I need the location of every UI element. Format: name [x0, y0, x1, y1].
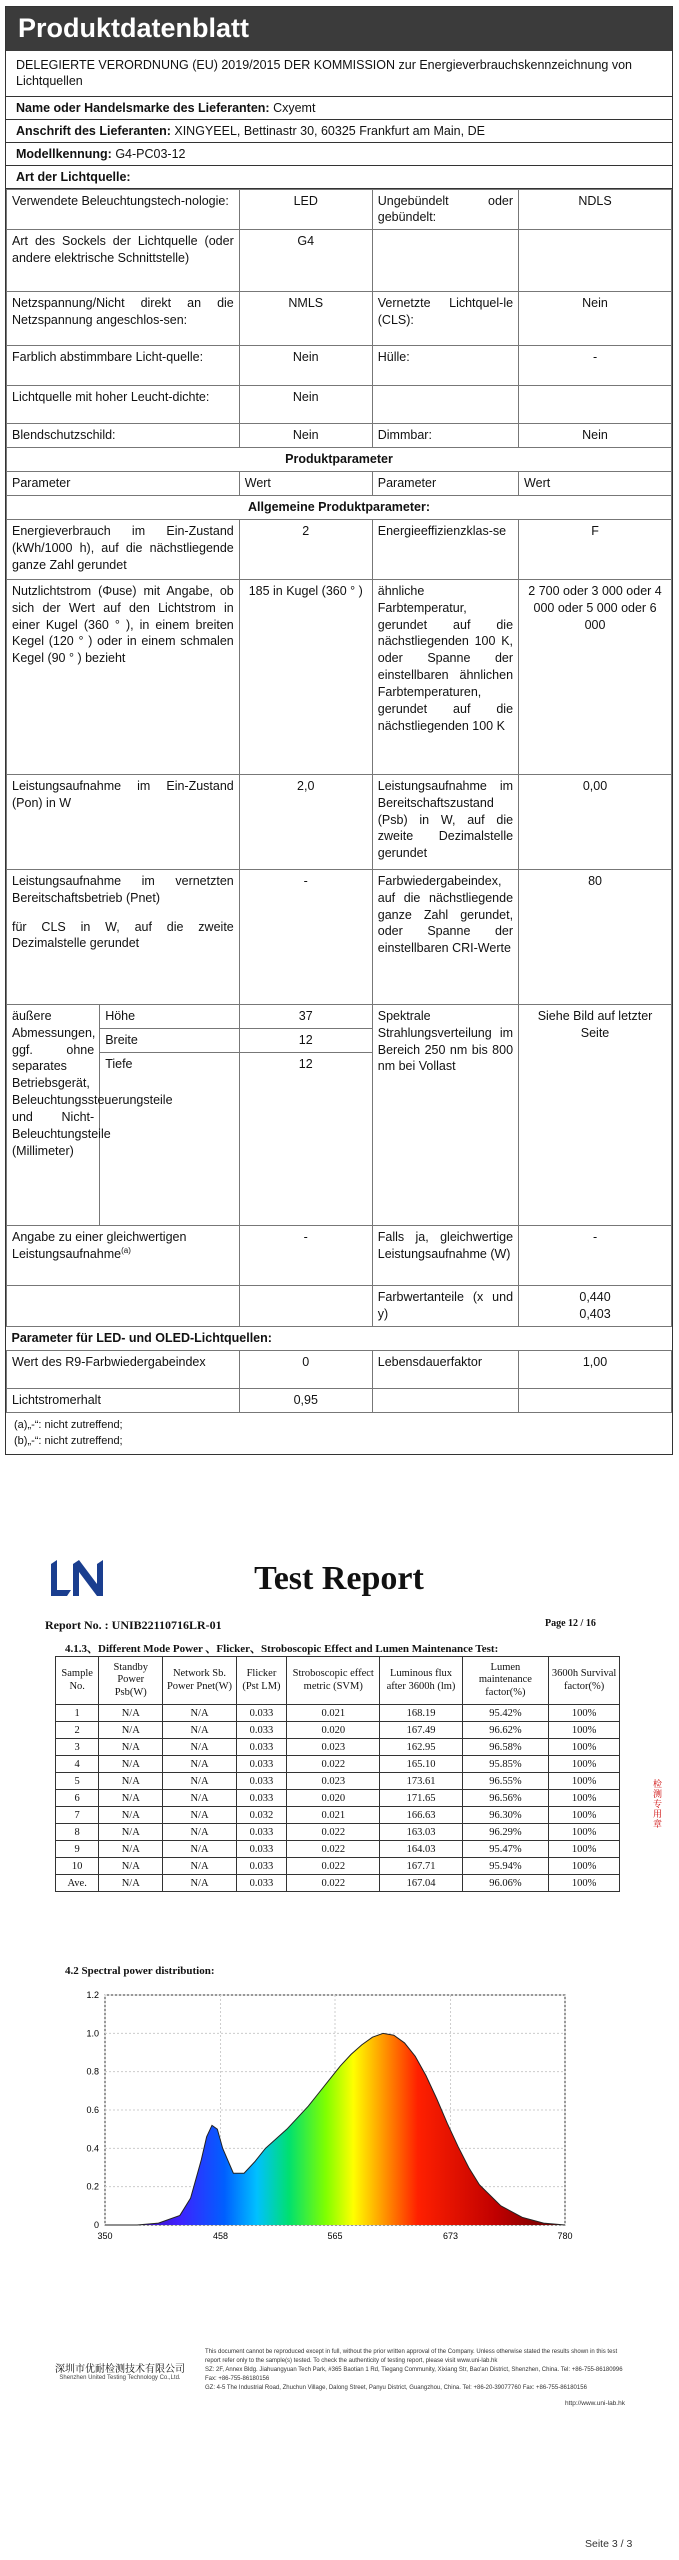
section-row [7, 448, 672, 472]
table-cell: NDLS [519, 189, 672, 230]
table-cell: N/A [163, 1841, 237, 1858]
table-cell: 95.42% [462, 1705, 549, 1722]
flicker-table [55, 1656, 620, 1892]
table-row [7, 292, 672, 346]
table-cell: 95.94% [462, 1858, 549, 1875]
table-cell: 162.95 [380, 1739, 462, 1756]
table-cell: N/A [99, 1773, 163, 1790]
table-cell: N/A [99, 1722, 163, 1739]
table-cell: F [519, 519, 672, 579]
table-cell: Nein [519, 424, 672, 448]
chroma-y: 0,403 [579, 1307, 611, 1322]
table-cell: 9 [56, 1841, 99, 1858]
table-cell: N/A [163, 1756, 237, 1773]
footer-disclaimer: This document cannot be reproduced except in full, without the prior written approval of the Company. Unless otherwise stated the results shown in this test report refer only to the sample(s) tested. To check the authenticity of testing report, please visit www.uni-lab.hk [205, 2349, 618, 2364]
table-cell: 171.65 [380, 1790, 462, 1807]
table-cell: N/A [99, 1705, 163, 1722]
table-row [56, 1807, 620, 1824]
table-cell [7, 1286, 240, 1327]
light-source-type-line [6, 166, 672, 189]
table-cell [7, 869, 240, 1004]
table-cell: 100% [549, 1790, 620, 1807]
table-cell: - [519, 346, 672, 386]
table-cell: 100% [549, 1858, 620, 1875]
table-cell: 0.023 [287, 1739, 380, 1756]
table-cell: 168.19 [380, 1705, 462, 1722]
footer-address-2: GZ: 4-5 The Industrial Road, Zhuchun Village, Dalong Street, Panyu District, Guangzhou, China. Tel: +86-20-39077760 Fax: +86-755-86180156 [205, 2385, 587, 2391]
table-cell: 1,00 [519, 1351, 672, 1389]
table-cell: N/A [99, 1858, 163, 1875]
table-cell: N/A [163, 1773, 237, 1790]
table-cell: Tiefe [100, 1052, 239, 1075]
lab-name [45, 2360, 195, 2381]
footer-address: SZ: 2F, Annex Bldg. Jiahuangyuan Tech Park, #365 Baotian 1 Rd, Tiegang Community, Xixiang Str, Bao'an District, Shenzhen, China. Tel: +86-755-86180996 Fax: +86-755-86180156 [205, 2367, 623, 2382]
table-row [56, 1756, 620, 1773]
table-cell: Lebensdauerfaktor [372, 1351, 518, 1389]
table-cell [372, 1389, 518, 1413]
table-cell: 100% [549, 1841, 620, 1858]
table-cell: Farblich abstimmbare Licht-quelle: [7, 346, 240, 386]
table-cell: Falls ja, gleichwertige Leistungsaufnahme (W) [372, 1226, 518, 1286]
product-datasheet [5, 6, 673, 1455]
table-cell: 96.62% [462, 1722, 549, 1739]
pnet-label-cls: für CLS in W, auf die zweite Dezimalstelle gerundet [12, 919, 234, 951]
table-cell [372, 386, 518, 424]
table-cell [7, 1004, 240, 1226]
table-cell: 2 [239, 519, 372, 579]
footer-url: http://www.uni-lab.hk [565, 2400, 625, 2407]
footnotes [6, 1413, 672, 1454]
table-cell [519, 386, 672, 424]
table-cell: 0.020 [287, 1790, 380, 1807]
y-tick-label: 0.6 [86, 2105, 99, 2115]
table-cell: Farbwertanteile (x und y) [372, 1286, 518, 1327]
table-cell: 0.033 [236, 1858, 286, 1875]
table-cell: 96.58% [462, 1739, 549, 1756]
table-cell: 96.06% [462, 1875, 549, 1892]
table-cell: Nein [239, 386, 372, 424]
table-cell: Farbwiedergabeindex, auf die nächstliegende ganze Zahl gerundet, oder Spanne der einstellbaren CRI-Werte [372, 869, 518, 1004]
table-cell: Spektrale Strahlungsverteilung im Bereich 250 nm bis 800 nm bei Vollast [372, 1004, 518, 1226]
table-row [7, 1005, 239, 1028]
supplier-address-line [6, 120, 672, 143]
table-cell: 0.033 [236, 1773, 286, 1790]
section-row [7, 1327, 672, 1351]
table-cell: 100% [549, 1739, 620, 1756]
table-cell: NMLS [239, 292, 372, 346]
table-cell: 100% [549, 1824, 620, 1841]
table-cell: 167.71 [380, 1858, 462, 1875]
table-row [7, 869, 672, 1004]
table-cell: Lichtquelle mit hoher Leucht-dichte: [7, 386, 240, 424]
table-cell: 10 [56, 1858, 99, 1875]
flicker-section-heading: 4.1.3、Different Mode Power 、Flicker、Stroboscopic Effect and Lumen Maintenance Test: [65, 1643, 499, 1655]
table-cell: 0,00 [519, 774, 672, 869]
table-cell: 0.033 [236, 1841, 286, 1858]
table-header-row [7, 472, 672, 496]
x-tick-label: 458 [213, 2231, 229, 2241]
table-cell: 185 in Kugel (360 ° ) [239, 579, 372, 774]
table-cell: N/A [163, 1790, 237, 1807]
table-cell: 0 [239, 1351, 372, 1389]
depth-value: 12 [298, 1056, 313, 1071]
table-row [7, 1286, 672, 1327]
table-cell: 0.033 [236, 1824, 286, 1841]
table-row [56, 1739, 620, 1756]
table-cell: 1 [56, 1705, 99, 1722]
supplier-name-line [6, 97, 672, 120]
column-header: Flicker (Pst LM) [236, 1657, 286, 1705]
table-row [56, 1824, 620, 1841]
column-header: Parameter [7, 472, 240, 496]
table-cell: 0.023 [287, 1773, 380, 1790]
table-cell: 0.020 [287, 1722, 380, 1739]
table-cell: Siehe Bild auf letzter Seite [519, 1004, 672, 1226]
table-cell: 100% [549, 1875, 620, 1892]
table-cell: 2,0 [239, 774, 372, 869]
column-header: 3600h Survival factor(%) [549, 1657, 620, 1705]
equiv-footnote: (a) [121, 1246, 131, 1256]
table-row [7, 1351, 672, 1389]
table-cell: 0.032 [236, 1807, 286, 1824]
y-tick-label: 1.2 [86, 1990, 99, 2000]
table-row [7, 346, 672, 386]
table-row [7, 189, 672, 230]
table-cell: N/A [99, 1824, 163, 1841]
table-cell: - [239, 1226, 372, 1286]
x-tick-label: 565 [327, 2231, 343, 2241]
report-number: Report No. : UNIB22110716LR-01 [45, 1618, 222, 1632]
table-row [7, 519, 672, 579]
y-tick-label: 0.2 [86, 2181, 99, 2192]
page-number: Seite 3 / 3 [585, 2538, 633, 2550]
table-cell: Höhe [100, 1005, 239, 1028]
column-header: Standby Power Psb(W) [99, 1657, 163, 1705]
table-cell: Verwendete Beleuchtungstech-nologie: [7, 189, 240, 230]
table-row [7, 230, 672, 292]
table-cell: N/A [99, 1875, 163, 1892]
table-cell: 4 [56, 1756, 99, 1773]
model-id: G4-PC03-12 [115, 146, 186, 161]
seal-text: 检测专用章 [653, 1779, 663, 1829]
report-title: Test Report [254, 1560, 424, 1597]
table-cell: N/A [99, 1790, 163, 1807]
table-cell: Blendschutzschild: [7, 424, 240, 448]
column-header: Parameter [372, 472, 518, 496]
table-cell: 96.29% [462, 1824, 549, 1841]
table-cell: 100% [549, 1705, 620, 1722]
led-params-heading: Parameter für LED- und OLED-Lichtquellen: [7, 1327, 672, 1351]
table-cell: 0.022 [287, 1841, 380, 1858]
column-header: Lumen maintenance factor(%) [462, 1657, 549, 1705]
table-cell [519, 1286, 672, 1327]
table-cell: N/A [163, 1875, 237, 1892]
table-cell: 96.30% [462, 1807, 549, 1824]
table-cell: 95.85% [462, 1756, 549, 1773]
table-row [7, 424, 672, 448]
table-cell: N/A [163, 1705, 237, 1722]
table-cell: Ungebündelt oder gebündelt: [372, 189, 518, 230]
table-cell [519, 1389, 672, 1413]
table-cell: 100% [549, 1773, 620, 1790]
table-cell: 0,95 [239, 1389, 372, 1413]
column-header: Network Sb. Power Pnet(W) [163, 1657, 237, 1705]
table-cell: N/A [99, 1807, 163, 1824]
table-row [7, 1389, 672, 1413]
table-cell: N/A [99, 1841, 163, 1858]
table-cell: N/A [163, 1807, 237, 1824]
table-cell: N/A [163, 1739, 237, 1756]
report-page: Page 12 / 16 [545, 1618, 596, 1629]
regulation-text: DELEGIERTE VERORDNUNG (EU) 2019/2015 DER KOMMISSION zur Energieverbrauchskennzeichnung von Lichtquellen [6, 51, 672, 97]
table-cell: Ave. [56, 1875, 99, 1892]
height-value: 37 [240, 1005, 372, 1029]
table-cell: 100% [549, 1756, 620, 1773]
table-cell: N/A [163, 1824, 237, 1841]
table-row [7, 1004, 672, 1226]
table-cell: 0.021 [287, 1807, 380, 1824]
chroma-x: 0,440 [579, 1290, 611, 1305]
table-cell: 0.033 [236, 1722, 286, 1739]
column-header: Wert [519, 472, 672, 496]
supplier-address-label: Anschrift des Lieferanten: [16, 123, 171, 138]
table-row [7, 386, 672, 424]
column-header: Luminous flux after 3600h (lm) [380, 1657, 462, 1705]
table-cell: G4 [239, 230, 372, 292]
table-cell: Wert des R9-Farbwiedergabeindex [7, 1351, 240, 1389]
table-cell: 0.033 [236, 1739, 286, 1756]
column-header: Sample No. [56, 1657, 99, 1705]
table-cell: 96.56% [462, 1790, 549, 1807]
footnote-a: (a)„-“: nicht zutreffend; [14, 1418, 123, 1431]
table-cell: 173.61 [380, 1773, 462, 1790]
table-cell: N/A [99, 1739, 163, 1756]
table-cell: Netzspannung/Nicht direkt an die Netzspannung angeschlos-sen: [7, 292, 240, 346]
table-cell: - [239, 869, 372, 1004]
table-row [56, 1790, 620, 1807]
table-cell: Breite [100, 1028, 239, 1052]
table-cell: 0.033 [236, 1756, 286, 1773]
table-cell: 95.47% [462, 1841, 549, 1858]
light-source-table [6, 189, 672, 1413]
table-cell [7, 1226, 240, 1286]
table-cell: Nein [239, 346, 372, 386]
table-cell: Hülle: [372, 346, 518, 386]
supplier-name: Cxyemt [273, 100, 316, 115]
table-cell: 164.03 [380, 1841, 462, 1858]
table-row [7, 1226, 672, 1286]
test-report [5, 1540, 673, 2530]
table-cell: Nutzlichtstrom (Φuse) mit Angabe, ob sich der Wert auf den Lichtstrom in einer Kugel (360 ° ), in einem breiten Kegel (120 ° ) oder in einem schmalen Kegel (90 ° ) bezieht [7, 579, 240, 774]
table-cell: Art des Sockels der Lichtquelle (oder andere elektrische Schnittstelle) [7, 230, 240, 292]
y-tick-label: 1.0 [86, 2028, 99, 2039]
table-header-row [56, 1657, 620, 1705]
table-cell: 0.022 [287, 1756, 380, 1773]
model-line [6, 143, 672, 166]
table-row [56, 1773, 620, 1790]
logo-text: LN [85, 1598, 87, 1599]
table-row [7, 579, 672, 774]
supplier-address: XINGYEEL, Bettinastr 30, 60325 Frankfurt am Main, DE [174, 123, 485, 138]
y-tick-label: 0.8 [86, 2066, 99, 2077]
table-cell [239, 1286, 372, 1327]
column-header: Stroboscopic effect metric (SVM) [287, 1657, 380, 1705]
table-cell: 80 [519, 869, 672, 1004]
table-cell: 165.10 [380, 1756, 462, 1773]
table-cell: Nein [239, 424, 372, 448]
table-cell: 8 [56, 1824, 99, 1841]
table-cell: äußere Abmessungen, ggf. ohne separates Betriebsgerät, Beleuchtungssteuerungsteile und Nicht-Beleuchtungsteile (Millimeter) [7, 1005, 100, 1226]
table-cell [372, 230, 518, 292]
table-cell [519, 230, 672, 292]
table-cell: Energieverbrauch im Ein-Zustand (kWh/1000 h), auf die nächstliegende ganze Zahl gerundet [7, 519, 240, 579]
spectral-chart [65, 1985, 605, 2265]
table-cell: 2 700 oder 3 000 oder 4 000 oder 5 000 oder 6 000 [519, 579, 672, 774]
light-source-type-label: Art der Lichtquelle: [16, 169, 131, 184]
table-cell: 7 [56, 1807, 99, 1824]
report-footer [205, 2348, 625, 2393]
table-cell [239, 1004, 372, 1226]
table-row [56, 1875, 620, 1892]
table-cell: 0.033 [236, 1705, 286, 1722]
table-cell [7, 774, 240, 869]
table-cell: 5 [56, 1773, 99, 1790]
table-row [56, 1722, 620, 1739]
table-cell: 2 [56, 1722, 99, 1739]
table-cell: 0.022 [287, 1824, 380, 1841]
table-row [56, 1841, 620, 1858]
table-cell: Dimmbar: [372, 424, 518, 448]
table-cell: ähnliche Farbtemperatur, gerundet auf die nächstliegenden 100 K, oder Spanne der einstellbaren ähnlichen Farbtemperaturen, gerundet auf die nächstliegenden 100 K [372, 579, 518, 774]
y-tick-label: 0 [93, 2220, 99, 2230]
model-label: Modellkennung: [16, 146, 112, 161]
x-tick-label: 673 [443, 2231, 459, 2241]
pon-label: Leistungsaufnahme im Ein-Zustand (Pon) in W [12, 778, 234, 810]
x-tick-label: 780 [557, 2231, 573, 2241]
width-value: 12 [240, 1029, 372, 1053]
table-cell: LED [239, 189, 372, 230]
table-cell: Leistungsaufnahme im Bereitschaftszustand (Psb) in W, auf die zweite Dezimalstelle gerundet [372, 774, 518, 869]
table-cell: Lichtstromerhalt [7, 1389, 240, 1413]
pnet-label: Leistungsaufnahme im vernetzten Bereitschaftsbetrieb (Pnet) [12, 873, 234, 905]
x-tick-label: 350 [97, 2231, 113, 2241]
table-cell: 0.021 [287, 1705, 380, 1722]
table-cell: Vernetzte Lichtquel-le (CLS): [372, 292, 518, 346]
table-cell: - [519, 1226, 672, 1286]
table-cell: 3 [56, 1739, 99, 1756]
column-header: Wert [239, 472, 372, 496]
table-cell: 0.022 [287, 1875, 380, 1892]
footnote-b: (b)„-“: nicht zutreffend; [14, 1435, 123, 1448]
table-cell: N/A [163, 1722, 237, 1739]
table-cell: 0.033 [236, 1875, 286, 1892]
section-row [7, 495, 672, 519]
lab-name-en: Shenzhen United Testing Technology Co.,Ltd. [59, 2375, 181, 2381]
table-cell: Energieeffizienzklas-se [372, 519, 518, 579]
lab-name-cn: 深圳市优耐检测技术有限公司 [55, 2364, 185, 2375]
equiv-label: Angabe zu einer gleichwertigen Leistungsaufnahme [12, 1230, 187, 1262]
table-row [56, 1858, 620, 1875]
table-cell: 96.55% [462, 1773, 549, 1790]
table-cell: 0.033 [236, 1790, 286, 1807]
datasheet-title: Produktdatenblatt [6, 7, 672, 51]
table-cell: 163.03 [380, 1824, 462, 1841]
y-tick-label: 0.4 [86, 2143, 99, 2154]
spd-heading: 4.2 Spectral power distribution: [65, 1965, 215, 1977]
dimensions-table [7, 1005, 239, 1226]
table-cell: N/A [99, 1756, 163, 1773]
table-cell: 6 [56, 1790, 99, 1807]
table-cell: N/A [163, 1858, 237, 1875]
table-row [56, 1705, 620, 1722]
table-cell: 100% [549, 1722, 620, 1739]
table-cell: 0.022 [287, 1858, 380, 1875]
product-params-heading: Produktparameter [7, 448, 672, 472]
table-cell: 100% [549, 1807, 620, 1824]
table-row [7, 774, 672, 869]
table-cell: 167.04 [380, 1875, 462, 1892]
supplier-name-label: Name oder Handelsmarke des Lieferanten: [16, 100, 270, 115]
table-cell: Nein [519, 292, 672, 346]
table-cell: 166.63 [380, 1807, 462, 1824]
table-cell: 167.49 [380, 1722, 462, 1739]
general-params-heading: Allgemeine Produktparameter: [7, 495, 672, 519]
